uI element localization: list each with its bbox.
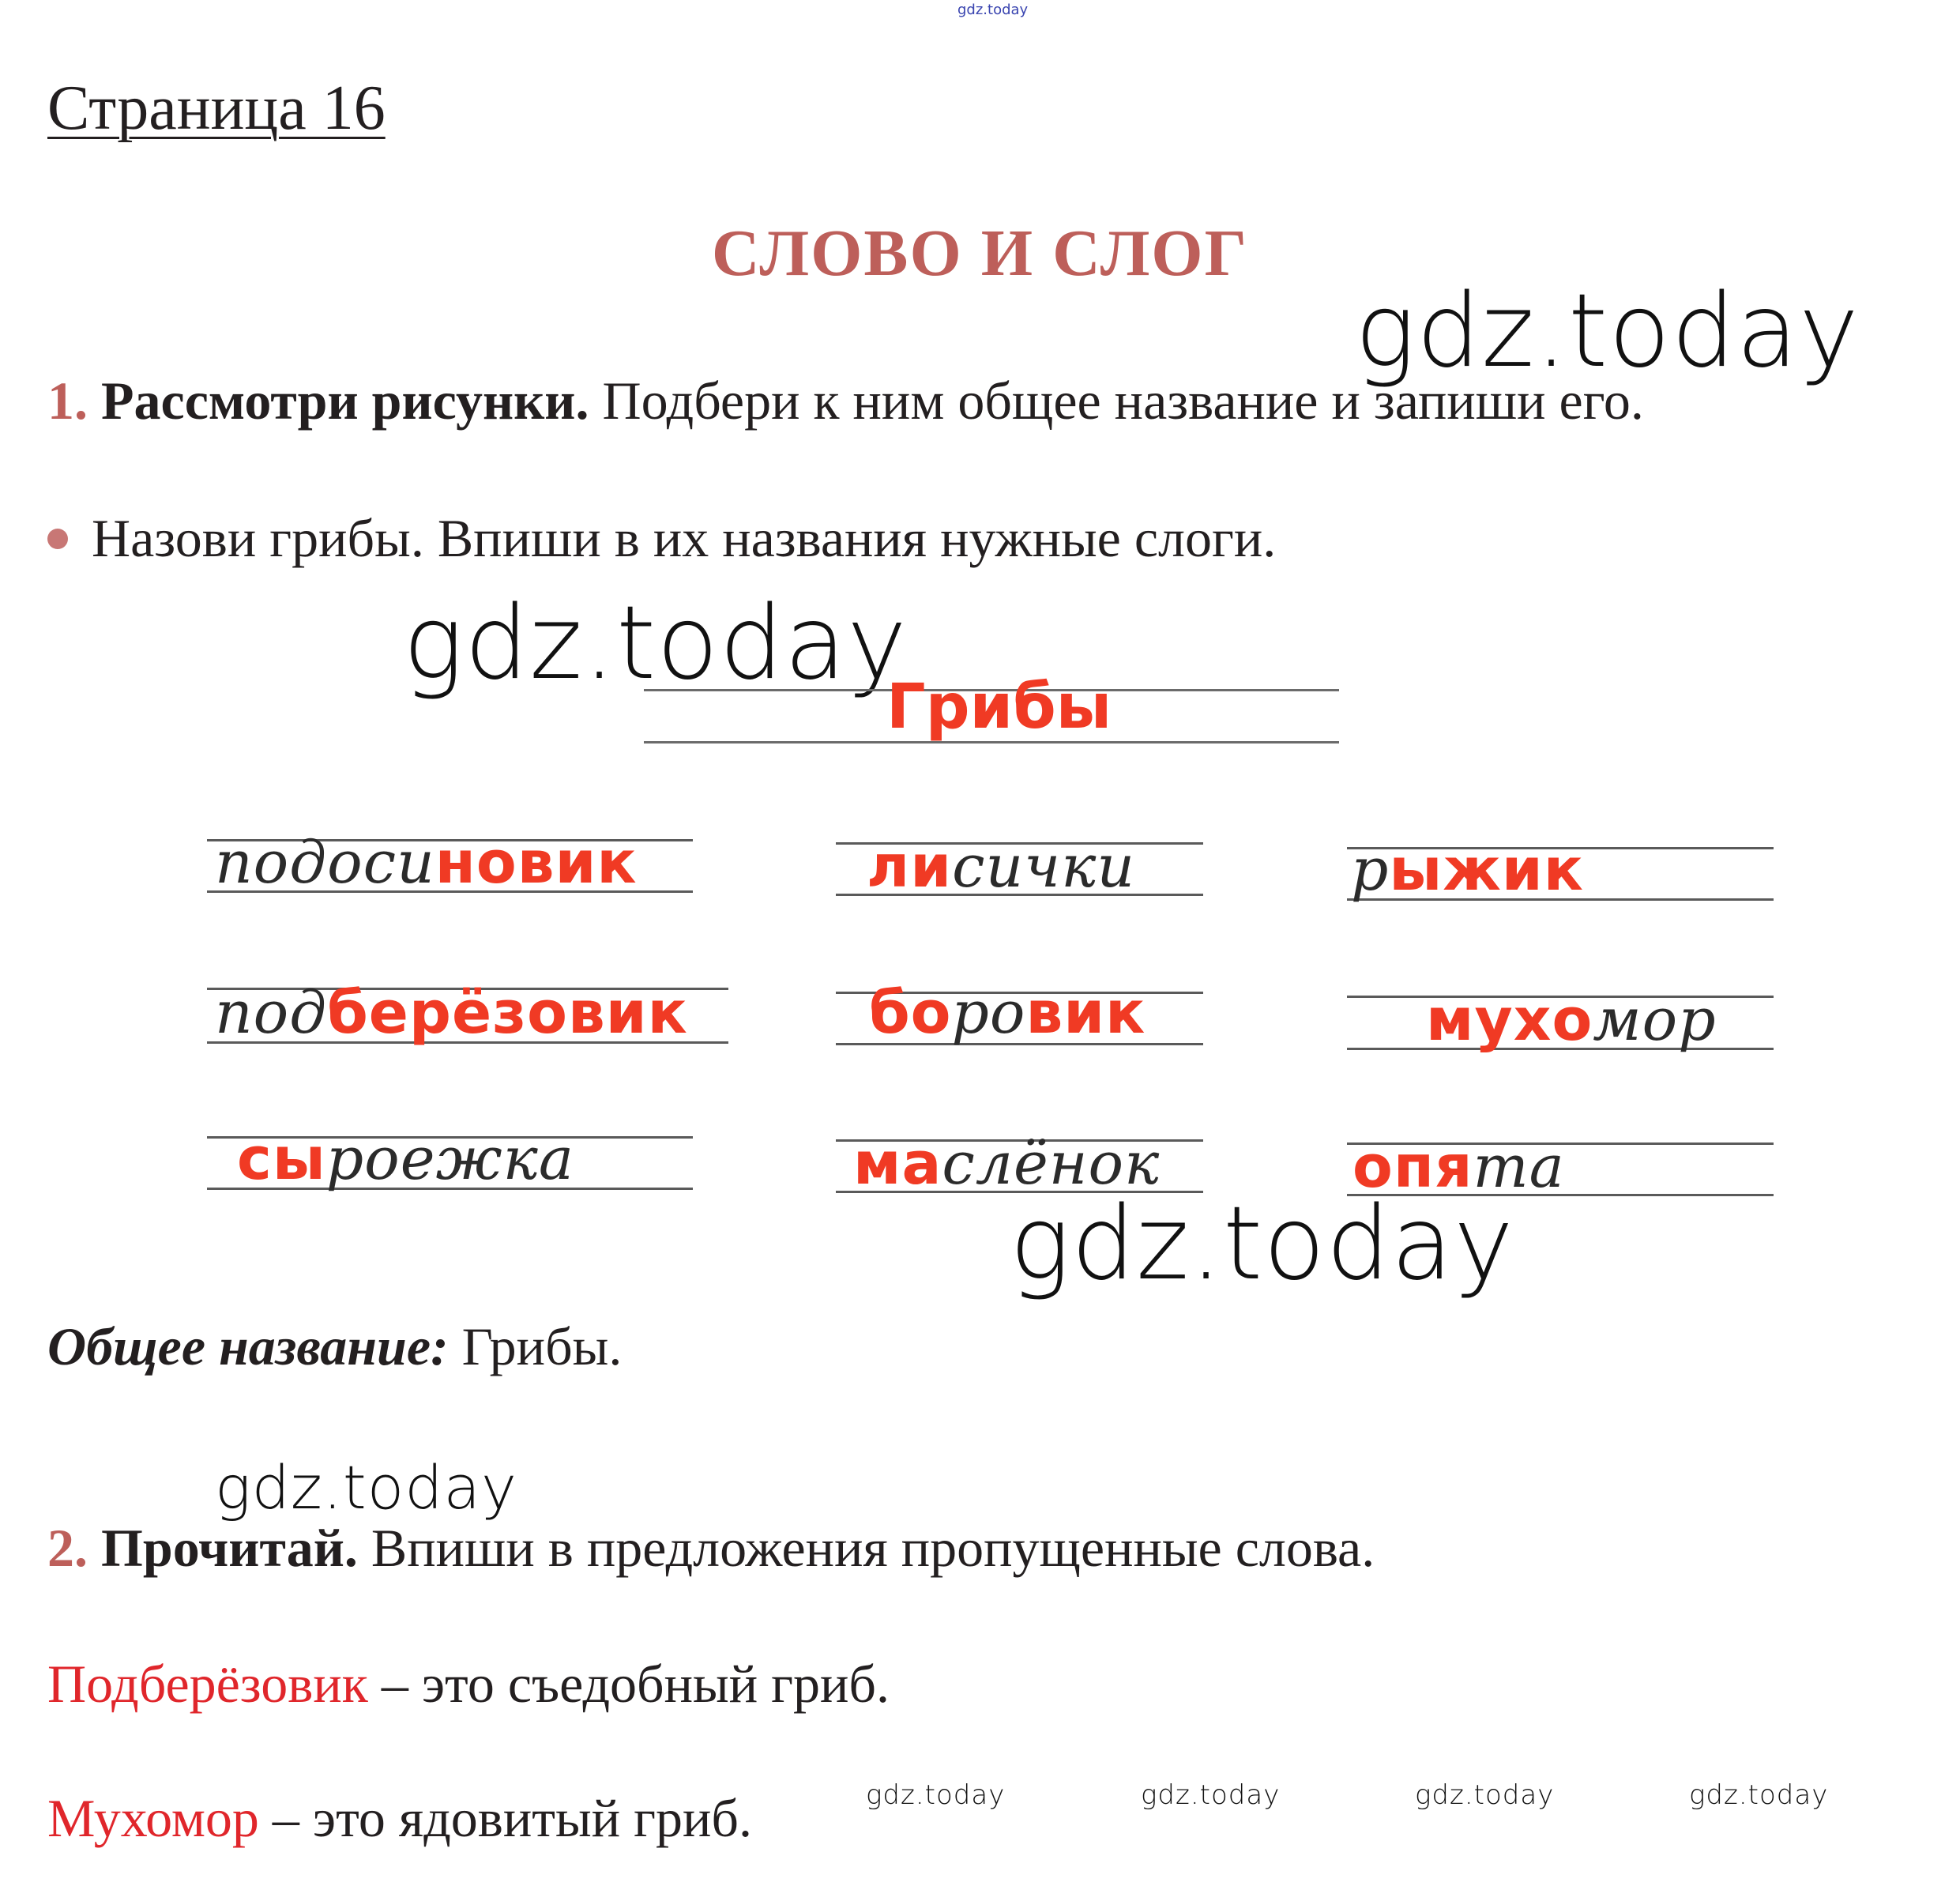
task-2-bold: Прочитай. (101, 1518, 358, 1578)
filled-syllables: сы (237, 1125, 326, 1193)
page-number: Страница 16 (47, 73, 386, 143)
printed-syllables: слёнок (942, 1130, 1161, 1198)
filled-syllables: ма (853, 1130, 942, 1198)
mushroom-word-ryzhik (1351, 836, 1585, 904)
watermark-row-2: gdz.today (1141, 1779, 1281, 1811)
filled-syllables: бо (869, 979, 952, 1047)
answer-label: Общее название: (47, 1316, 449, 1376)
sentence-1-word: Подберёзовик (47, 1654, 368, 1714)
filled-syllables: ли (867, 833, 953, 901)
task-1-bold: Рассмотри рисунки. (101, 371, 589, 431)
watermark-row-3: gdz.today (1415, 1779, 1555, 1811)
watermark-3: gdz.today (1010, 1185, 1514, 1303)
filled-syllables: новик (435, 829, 638, 897)
printed-syllables: та (1473, 1133, 1565, 1201)
filled-syllables: опя (1352, 1133, 1473, 1201)
task-1-instruction (47, 370, 1644, 432)
printed-syllables: сички (952, 833, 1136, 901)
watermark-1: gdz.today (1355, 273, 1860, 390)
task-2-rest: Впиши в предложения пропущенные слова. (357, 1518, 1375, 1578)
answer-line (47, 1316, 622, 1378)
printed-syllables: ро (951, 979, 1026, 1047)
mushroom-word-maslenok (853, 1130, 1161, 1198)
watermark-row-1: gdz.today (866, 1779, 1006, 1811)
mushroom-word-podosinovik (215, 829, 638, 897)
filled-syllables: берёзовик (327, 979, 688, 1047)
printed-syllables: под (215, 979, 328, 1047)
sentence-2 (47, 1787, 752, 1850)
sentence-1-rest: – это съедобный гриб. (367, 1654, 890, 1714)
sentence-2-word: Мухомор (47, 1788, 259, 1848)
filled-syllables: мухо (1426, 986, 1593, 1054)
mushroom-word-borovik (869, 979, 1146, 1047)
header-word: Грибы (886, 672, 1112, 743)
task-1-rest: Подбери к ним общее название и запиши его. (589, 371, 1644, 431)
mushroom-word-opyata (1352, 1133, 1565, 1201)
sentence-1 (47, 1653, 890, 1715)
task-2-number: 2. (47, 1518, 88, 1578)
sentence-2-rest: – это ядовитый гриб. (258, 1788, 752, 1848)
watermark-2: gdz.today (403, 585, 908, 702)
task-1-number: 1. (47, 371, 88, 431)
bullet-text: Назови грибы. Впиши в их названия нужные слоги. (92, 508, 1277, 568)
mushroom-word-syroezhka (237, 1125, 574, 1193)
watermark-top: gdz.today (957, 2, 1029, 18)
mushroom-word-lisichki (867, 833, 1136, 901)
watermark-row-4: gdz.today (1689, 1779, 1829, 1811)
printed-syllables: подоси (215, 829, 435, 897)
mushroom-word-muhomor (1426, 986, 1717, 1054)
answer-value: Грибы. (448, 1316, 623, 1376)
printed-syllables: роежка (325, 1125, 574, 1193)
lesson-title: СЛОВО И СЛОГ (711, 216, 1249, 290)
task-2-instruction (47, 1517, 1375, 1579)
bullet-icon (47, 529, 68, 549)
filled-syllables-2: вик (1025, 979, 1146, 1047)
watermark-4: gdz.today (215, 1452, 517, 1523)
mushroom-word-podberezovik (215, 979, 688, 1047)
printed-syllables: мор (1593, 986, 1717, 1054)
filled-syllables: ыжик (1389, 836, 1585, 904)
printed-syllables: р (1351, 836, 1390, 904)
task-1-bullet (47, 507, 1276, 570)
